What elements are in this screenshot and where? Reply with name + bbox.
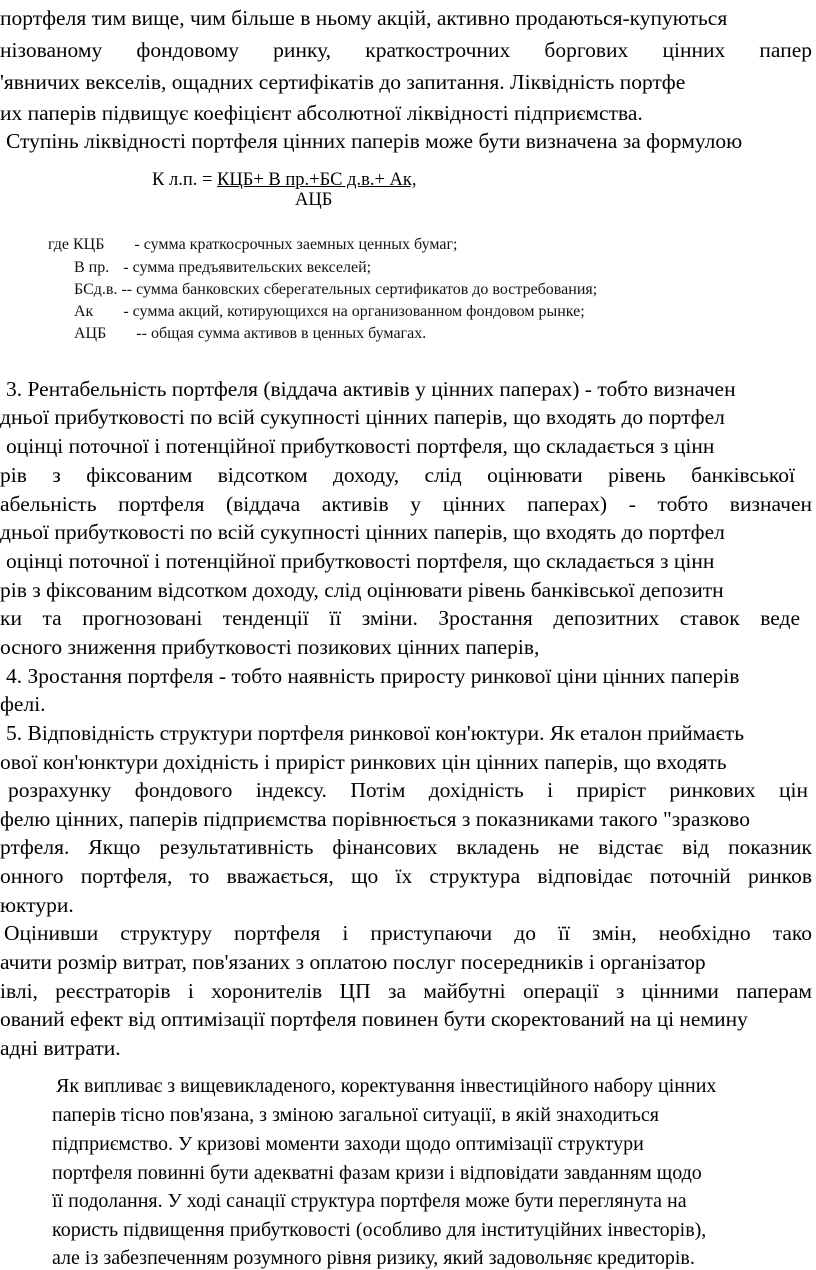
text-line: паперів тісно пов'язана, з зміною загальної ситуації, в якій знаходиться <box>52 1104 659 1126</box>
text-line: Ступінь ліквідності портфеля цінних паперів може бути визначена за формулою <box>6 129 743 153</box>
text-line: абельність портфеля (віддача активів у цінних паперах) - тобто визначен <box>0 492 812 516</box>
legend-term: где КЦБ <box>48 236 105 253</box>
text-line: 3. Рентабельність портфеля (віддача активів у цінних паперах) - тобто визначен <box>6 377 736 401</box>
text-line: але із забезпеченням розумного рівня ризику, який задовольняє кредиторів. <box>52 1247 695 1269</box>
legend-row <box>74 259 371 277</box>
text-line: онного портфеля, то вважається, що їх структура відповідає поточній ринков <box>0 864 812 888</box>
legend-row <box>74 303 585 321</box>
text-line: її подолання. У ході санації структура портфеля може бути переглянута на <box>52 1190 687 1212</box>
text-line: их паперів підвищує коефіцієнт абсолютної ліквідності підприємства. <box>0 101 643 125</box>
text-line: Оцінивши структуру портфеля і приступаючи до її змін, необхідно тако <box>4 921 812 945</box>
text-line: підприємство. У кризові моменти заходи щодо оптимізації структури <box>52 1133 644 1155</box>
legend-term: АЦБ <box>74 325 107 342</box>
formula-denominator: АЦБ <box>295 190 333 210</box>
formula-numerator: КЦБ+ В пр.+БС д.в.+ Ак, <box>217 170 417 190</box>
text-line: рів з фіксованим відсотком доходу, слід оцінювати рівень банківської депозитн <box>0 578 724 602</box>
formula-expression <box>152 170 416 190</box>
legend-desc: - сумма акций, котирующихся на организованном фондовом рынке; <box>123 303 585 320</box>
legend-term: В пр. <box>74 259 110 276</box>
text-line: 'явничих векселів, ощадних сертифікатів до запитання. Ліквідність портфе <box>0 70 686 94</box>
text-line: 5. Відповідність структури портфеля ринкової кон'юктури. Як еталон приймаєть <box>6 721 745 745</box>
text-line: 4. Зростання портфеля - тобто наявність приросту ринкової ціни цінних паперів <box>6 664 740 688</box>
legend-row <box>74 325 426 343</box>
text-line: нізованому фондовому ринку, краткострочних боргових цінних папер <box>0 38 812 62</box>
text-line: ртфеля. Якщо результативність фінансових вкладень не відстає від показник <box>0 835 812 859</box>
legend-term: Ак <box>74 303 94 320</box>
legend-desc: - сумма краткосрочных заемных ценных бумаг; <box>134 236 458 253</box>
legend-desc: -- сумма банковских сберегательных сертификатов до востребования; <box>121 281 598 298</box>
legend-desc: -- общая сумма активов в ценных бумагах. <box>136 325 427 342</box>
text-line: портфеля повинні бути адекватні фазам кризи і відповідати завданням щодо <box>52 1162 702 1184</box>
text-line: оцінці поточної і потенційної прибутковості портфеля, що складається з цінн <box>6 434 715 458</box>
text-line: рів з фіксованим відсотком доходу, слід оцінювати рівень банківської <box>0 463 795 487</box>
text-line: юктури. <box>0 893 74 917</box>
text-line: фелю цінних, паперів підприємства порівнюється з показниками такого "зразково <box>0 807 750 831</box>
legend-term: БСд.в. <box>74 281 118 298</box>
text-line: дньої прибутковості по всій сукупності цінних паперів, що входять до портфел <box>0 520 725 544</box>
text-line: ований ефект від оптимізації портфеля повинен бути скоректований на ці немину <box>0 1007 748 1031</box>
text-line: оцінці поточної і потенційної прибутковості портфеля, що складається з цінн <box>6 549 715 573</box>
formula-lhs: К л.п. = <box>152 170 213 190</box>
legend-desc: - сумма предъявительских векселей; <box>123 259 372 276</box>
text-line: осного зниження прибутковості позикових цінних паперів, <box>0 635 540 659</box>
text-line: івлі, реєстраторів і хоронителів ЦП за майбутні операції з цінними паперам <box>0 979 812 1003</box>
text-line: фелі. <box>0 692 46 716</box>
legend-row <box>74 281 597 299</box>
text-line: розрахунку фондового індексу. Потім дохідність і приріст ринкових цін <box>8 778 808 802</box>
text-line: користь підвищення прибутковості (особливо для інституційних інвесторів), <box>52 1219 707 1241</box>
text-line: портфеля тим вище, чим більше в ньому акцій, активно продаються-купуються <box>0 6 728 30</box>
text-line: Як випливає з вищевикладеного, коректування інвестиційного набору цінних <box>56 1075 717 1097</box>
text-line: ки та прогнозовані тенденції її зміни. Зростання депозитних ставок веде <box>0 606 800 630</box>
legend-row <box>48 236 457 254</box>
text-line: адні витрати. <box>0 1036 121 1060</box>
text-line: дньої прибутковості по всій сукупності цінних паперів, що входять до портфел <box>0 405 725 429</box>
text-line: ачити розмір витрат, пов'язаних з оплатою послуг посередників і організатор <box>0 950 706 974</box>
text-line: ової кон'юнктури дохідність і приріст ринкових цін цінних паперів, що входять <box>0 750 727 774</box>
